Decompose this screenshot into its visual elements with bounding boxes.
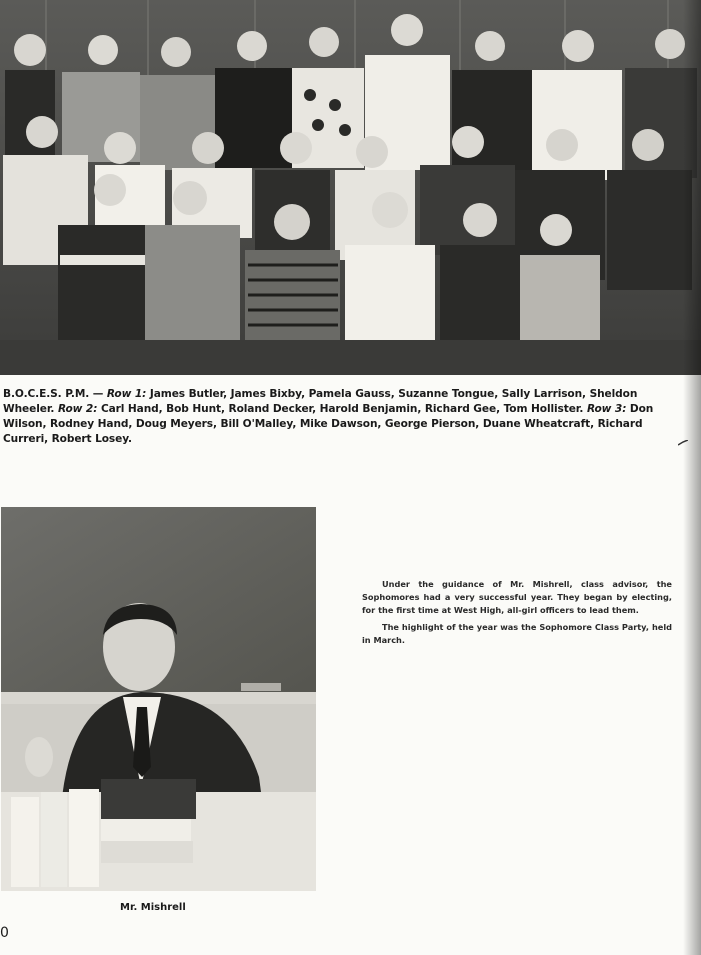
article-paragraph: The highlight of the year was the Sophomore Class Party, held in March. <box>362 622 672 645</box>
teacher-photo <box>1 507 316 891</box>
row-3-label: Row 3: <box>586 403 627 415</box>
group-photo-caption <box>3 387 675 447</box>
row-2-names: Carl Hand, Bob Hunt, Roland Decker, Harold Benjamin, Richard Gee, Tom Hollister. <box>100 403 584 415</box>
caption-title: B.O.C.E.S. P.M. — <box>3 388 104 400</box>
row-2-label: Row 2: <box>57 403 98 415</box>
article-text <box>362 578 672 651</box>
teacher-photo-image <box>1 507 316 891</box>
row-1-names: James Butler, James Bixby, Pamela Gauss, Suzanne Tongue, Sally Larrison, Sheldon Wheeler. <box>3 388 638 415</box>
row-1-label: Row 1: <box>106 388 147 400</box>
row-3-names: Don Wilson, Rodney Hand, Doug Meyers, Bill O'Malley, Mike Dawson, George Pierson, Duane Wheatcraft, Richard Curreri, Robert Losey. <box>3 403 654 445</box>
article-paragraph: Under the guidance of Mr. Mishrell, class advisor, the Sophomores had a very successful year. They began by electing, for the first time at West High, all-girl officers to lead them. <box>362 579 672 615</box>
group-photo-image <box>0 0 701 375</box>
page-number: 0 <box>0 925 9 941</box>
teacher-photo-caption: Mr. Mishrell <box>120 902 186 913</box>
page-edge-shadow <box>683 0 701 955</box>
group-photo <box>0 0 701 375</box>
